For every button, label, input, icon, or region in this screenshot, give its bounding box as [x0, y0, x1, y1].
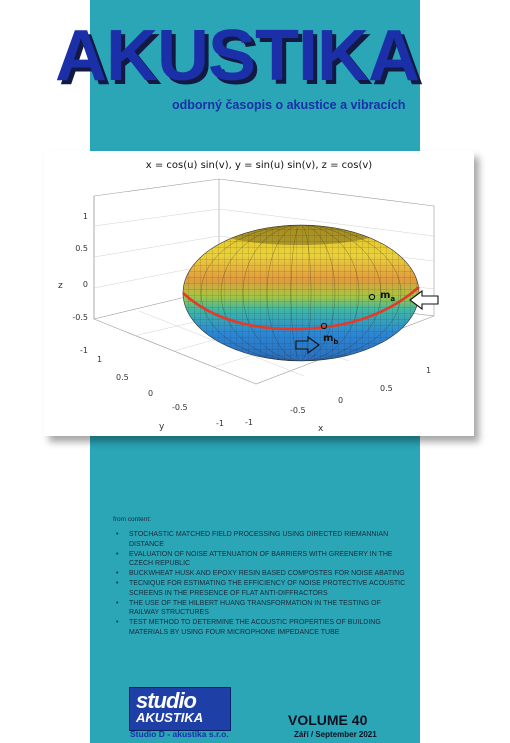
figure-title: x = cos(u) sin(v), y = sin(u) sin(v), z = cos(v)	[145, 160, 373, 171]
marker-a-label: $m_a$	[380, 290, 396, 303]
publisher-logo-top: studio	[136, 688, 196, 713]
y-axis-label: y	[159, 422, 165, 432]
contents-item: • BUCKWHEAT HUSK AND EPOXY RESIN BASED COMPOSTES FOR NOISE ABATING	[116, 569, 406, 579]
y-tick: 0	[148, 389, 154, 398]
magazine-title: AKUSTIKA	[55, 16, 419, 96]
issue-volume: VOLUME 40	[288, 712, 368, 728]
z-tick: 0	[82, 280, 88, 289]
x-tick: 0.5	[380, 384, 393, 393]
contents-item: • TECNIQUE FOR ESTIMATING THE EFFICIENCY OF NOISE PROTECTIVE ACOUSTIC SCREENS IN THE PRESENCE OF FLAT ANTI-DIFFRACTORS	[116, 579, 406, 599]
y-tick: -1	[216, 419, 224, 428]
contents-item: • THE USE OF THE HILBERT HUANG TRANSFORMATION IN THE TESTING OF RAILWAY STRUCTURES	[116, 599, 406, 619]
x-tick: 0	[338, 396, 344, 405]
ellipsoid-plot	[44, 151, 474, 436]
contents-item: • TEST METHOD TO DETERMINE THE ACOUSTIC PROPERTIES OF BUILDING MATERIALS BY USING FOUR MICROPHONE IMPEDANCE TUBE	[116, 618, 406, 638]
x-axis-label: x	[318, 424, 324, 434]
z-tick: -0.5	[72, 313, 88, 322]
x-tick: 1	[426, 366, 432, 375]
contents-item: • EVALUATION OF NOISE ATTENUATION OF BARRIERS WITH GREENERY IN THE CZECH REPUBLIC	[116, 550, 406, 570]
y-tick: 0.5	[116, 373, 129, 382]
y-tick: 1	[97, 355, 103, 364]
publisher-name: Studio D - akustika s.r.o.	[130, 729, 229, 739]
contents-item: • STOCHASTIC MATCHED FIELD PROCESSING USING DIRECTED RIEMANNIAN DISTANCE	[116, 530, 406, 550]
publisher-logo	[129, 687, 231, 731]
contents-label: from content:	[113, 516, 151, 523]
z-axis-label: z	[58, 281, 63, 291]
issue-date: Září / September 2021	[294, 730, 377, 739]
z-tick: -1	[80, 346, 88, 355]
z-tick: 1	[82, 212, 88, 221]
magazine-subtitle: odborný časopis o akustice a vibracích	[172, 98, 406, 112]
publisher-logo-bottom: AKUSTIKA	[136, 710, 204, 725]
y-tick: -0.5	[172, 403, 188, 412]
contents-list	[116, 530, 406, 638]
x-tick: -0.5	[290, 406, 306, 415]
x-tick: -1	[245, 418, 253, 427]
marker-b-label: $m_b$	[323, 333, 339, 346]
cover-figure	[44, 151, 474, 436]
z-tick: 0.5	[75, 244, 88, 253]
